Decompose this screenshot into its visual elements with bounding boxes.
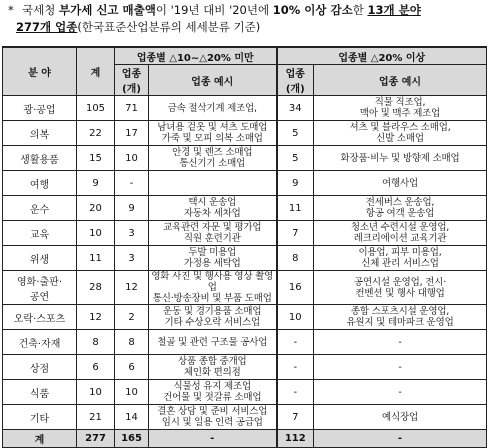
example-line: 결혼 상담 및 준비 서비스업 (157, 406, 268, 417)
sum-count-2: 112 (277, 430, 314, 448)
row-count-2: 8 (277, 246, 314, 271)
row-example-1 (149, 405, 277, 430)
example-line: 가정용 세탁업 (183, 258, 241, 269)
note-text-4: (한국표준산업분류의 세세분류 기준) (77, 20, 261, 34)
row-count-2: - (277, 330, 314, 355)
example-line: 철골 및 관련 구조물 공사업 (157, 336, 268, 348)
table-row (3, 355, 487, 380)
row-total: 10 (77, 380, 115, 405)
example-line: 체인화 편의점 (183, 367, 241, 378)
row-count-1: 9 (115, 196, 149, 221)
row-example-1 (149, 355, 277, 380)
example-line: 식물성 유지 제조업 (173, 381, 251, 392)
row-example-1 (149, 96, 277, 121)
header-example-1: 업종 예시 (149, 65, 277, 96)
header-count-2: 업종(개) (277, 65, 314, 96)
example-line: 예식장업 (382, 411, 418, 423)
row-example-1 (149, 221, 277, 246)
example-line: 직물 직조업, (374, 97, 426, 108)
row-total: 22 (77, 121, 115, 146)
row-example-2 (314, 246, 487, 271)
row-count-2: 10 (277, 305, 314, 330)
row-count-1: 2 (115, 305, 149, 330)
sum-example-2: - (314, 430, 487, 448)
row-example-2 (314, 171, 487, 196)
example-line: 금속 절삭기계 제조업, (167, 102, 257, 114)
row-example-1 (149, 146, 277, 171)
row-count-1: 3 (115, 246, 149, 271)
row-example-2 (314, 146, 487, 171)
example-line: 신체 관리 서비스업 (361, 258, 439, 269)
example-line: 통신기기 소매업 (179, 158, 246, 169)
row-count-1: - (115, 171, 149, 196)
example-line: 택시 운송업 (188, 197, 237, 208)
header-field: 분 야 (3, 47, 77, 96)
example-line: 영화 사진 및 행사용 영상 촬영업 (151, 271, 274, 293)
row-field: 광·공업 (3, 96, 77, 121)
row-example-2 (314, 221, 487, 246)
table-row (3, 96, 487, 121)
sum-label: 계 (3, 430, 77, 448)
table-row (3, 221, 487, 246)
example-line: 신발 소매업 (376, 133, 424, 144)
row-example-2 (314, 271, 487, 305)
example-line: 통신·방송장비 및 부품 도매업 (152, 293, 272, 304)
row-field: 상점 (3, 355, 77, 380)
row-example-1 (149, 121, 277, 146)
row-field: 의복 (3, 121, 77, 146)
row-field: 오락·스포츠 (3, 305, 77, 330)
row-example-1 (149, 380, 277, 405)
row-example-2 (314, 305, 487, 330)
row-field: 건축·자재 (3, 330, 77, 355)
example-line: - (398, 336, 402, 348)
row-field: 운수 (3, 196, 77, 221)
row-field: 식품 (3, 380, 77, 405)
note-text-1: 국세청 (22, 3, 59, 17)
row-count-1: 10 (115, 380, 149, 405)
row-total: 21 (77, 405, 115, 430)
row-field: 기타 (3, 405, 77, 430)
row-count-2: 5 (277, 121, 314, 146)
sum-example-1: - (149, 430, 277, 448)
example-line: - (398, 386, 402, 398)
note-underline-1: 13개 분야 (367, 3, 421, 17)
row-example-2 (314, 121, 487, 146)
row-count-2: - (277, 380, 314, 405)
row-total: 12 (77, 305, 115, 330)
table-row (3, 330, 487, 355)
example-line: 청소년 수련시설 운영업, (350, 222, 450, 233)
row-count-2: 7 (277, 405, 314, 430)
table-row (3, 405, 487, 430)
example-line: 공연시설 운영업, 전시· (353, 276, 447, 288)
table-row (3, 171, 487, 196)
row-example-1 (149, 196, 277, 221)
example-line: 상품 종합 중개업 (178, 356, 247, 367)
row-total: 105 (77, 96, 115, 121)
example-line: 항공 여객 운송업 (365, 208, 435, 219)
row-total: 20 (77, 196, 115, 221)
example-line: 유원지 및 테마파크 운영업 (346, 317, 454, 328)
example-line: 기타 수상오락 서비스업 (164, 317, 260, 328)
row-example-1 (149, 271, 277, 305)
example-line: 자동차 세차업 (183, 208, 241, 219)
example-line: 남녀용 겉옷 및 셔츠 도매업 (157, 122, 268, 133)
example-line: 건어물 및 젓갈류 소매업 (163, 392, 262, 403)
row-example-2 (314, 330, 487, 355)
table-row (3, 196, 487, 221)
table-note (0, 2, 480, 36)
example-line: 레크리에이션 교육기관 (353, 233, 447, 244)
row-count-2: 34 (277, 96, 314, 121)
row-example-2 (314, 355, 487, 380)
table-row (3, 271, 487, 305)
row-example-1 (149, 246, 277, 271)
table-row (3, 246, 487, 271)
example-line: 화장품·비누 및 방향제 소매업 (340, 152, 460, 164)
row-count-1: 8 (115, 330, 149, 355)
example-line: 맥아 및 맥주 제조업 (359, 108, 441, 119)
note-bold-2: 10% 이상 감소 (272, 3, 353, 17)
example-line: 컨벤션 및 행사 대행업 (355, 287, 445, 299)
header-example-2: 업종 예시 (314, 65, 487, 96)
example-line: 교육관련 자문 및 평가업 (163, 222, 262, 233)
row-field: 생활용품 (3, 146, 77, 171)
row-count-2: - (277, 355, 314, 380)
row-total: 6 (77, 355, 115, 380)
example-line: 가죽 및 모피 의복 소매업 (161, 133, 263, 144)
row-count-2: 7 (277, 221, 314, 246)
row-example-1 (149, 330, 277, 355)
row-total: 28 (77, 271, 115, 305)
example-line: 셔츠 및 블라우스 소매업, (349, 122, 451, 133)
table-row (3, 146, 487, 171)
row-field: 영화·출판· 공연 (3, 271, 77, 305)
example-line: 두발 미용업 (188, 247, 237, 258)
sum-count-1: 165 (115, 430, 149, 448)
example-line: 종합 스포츠시설 운영업, (350, 306, 450, 317)
note-text-2: 이 '19년 대비 '20년에 (155, 3, 273, 17)
note-text-3: 한 (352, 3, 368, 17)
example-line: - (398, 361, 402, 373)
row-count-2: 5 (277, 146, 314, 171)
header-group-10-20: 업종별 △10~△20% 미만 (115, 47, 277, 65)
row-count-1: 10 (115, 146, 149, 171)
row-total: 10 (77, 221, 115, 246)
row-example-2 (314, 380, 487, 405)
table-row (3, 380, 487, 405)
row-example-2 (314, 96, 487, 121)
header-count-1: 업종(개) (115, 65, 149, 96)
sum-total: 277 (77, 430, 115, 448)
example-line: 이용업, 피부 미용업, (358, 247, 442, 258)
row-count-2: 11 (277, 196, 314, 221)
note-bold-1: 부가세 신고 매출액 (58, 3, 156, 17)
row-total: 11 (77, 246, 115, 271)
bullet-asterisk: * (8, 3, 14, 17)
example-line: 전세버스 운송업, (365, 197, 435, 208)
table-row (3, 305, 487, 330)
row-count-2: 9 (277, 171, 314, 196)
row-example-1 (149, 171, 277, 196)
row-field: 교육 (3, 221, 77, 246)
row-total: 15 (77, 146, 115, 171)
row-field: 위생 (3, 246, 77, 271)
row-count-1: 71 (115, 96, 149, 121)
row-count-1: 17 (115, 121, 149, 146)
row-total: 9 (77, 171, 115, 196)
row-example-1 (149, 305, 277, 330)
row-count-2: 16 (277, 271, 314, 305)
note-underline-2: 277개 업종 (16, 20, 78, 34)
example-line: 운동 및 경기용품 소매업 (163, 306, 262, 317)
example-line: 여행사업 (382, 177, 418, 189)
header-group-20-plus: 업종별 △20% 이상 (277, 47, 487, 65)
header-total: 계 (77, 47, 115, 96)
industry-table (2, 46, 487, 448)
row-example-2 (314, 405, 487, 430)
row-count-1: 14 (115, 405, 149, 430)
row-count-1: 3 (115, 221, 149, 246)
row-count-1: 12 (115, 271, 149, 305)
row-example-2 (314, 196, 487, 221)
row-field: 여행 (3, 171, 77, 196)
table-row (3, 121, 487, 146)
example-line: 안경 및 렌즈 소매업 (172, 147, 253, 158)
row-total: 8 (77, 330, 115, 355)
example-line: 임시 및 일용 인력 공급업 (161, 417, 263, 428)
example-line: 직원 훈련기관 (183, 233, 241, 244)
row-count-1: 6 (115, 355, 149, 380)
